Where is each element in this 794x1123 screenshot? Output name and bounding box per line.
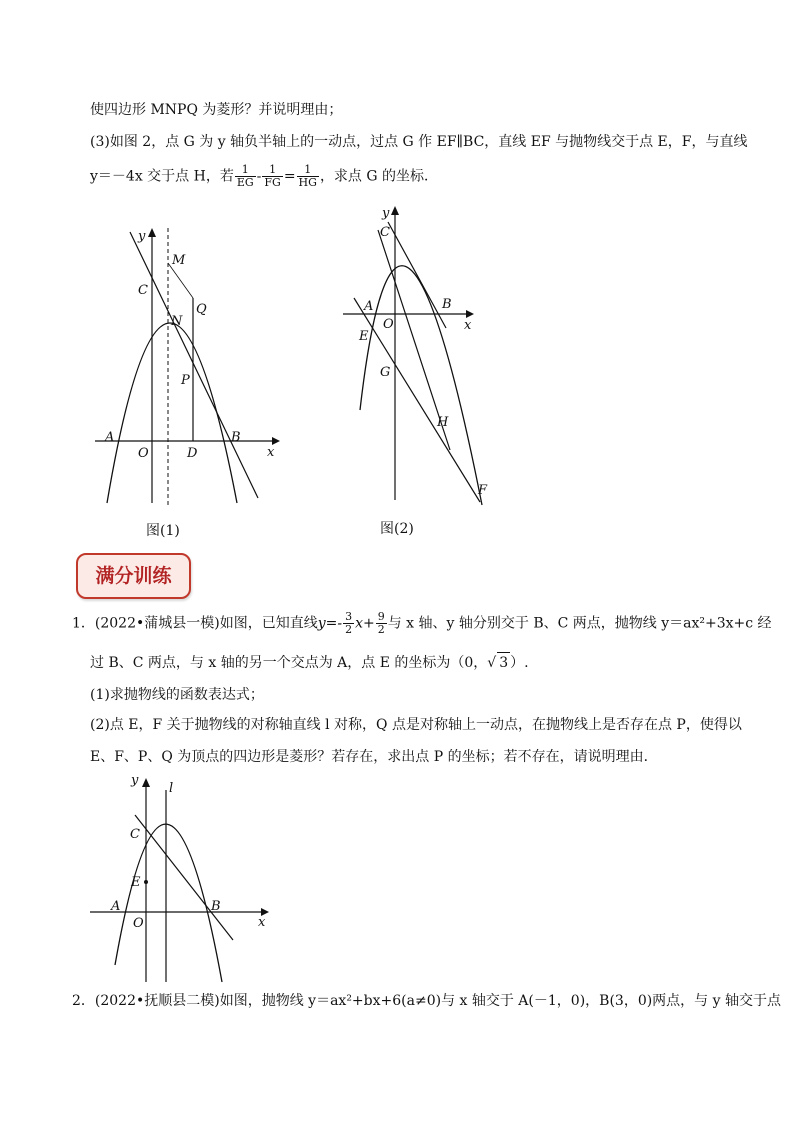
badge-label: 满分训练 [95,565,172,587]
fig3-label-a: A [111,899,121,914]
fig3-y-arrow [142,778,150,787]
q-prev-line-1: 使四边形 MNPQ 为菱形？并说明理由； [90,102,343,118]
p1-line-1-prefix: 1．(2022•蒲城县一模)如图，已知直线 [72,615,318,632]
fig1-label-b: B [231,430,241,445]
fig1-label-c: C [138,283,148,298]
minus-sign: - [256,168,262,185]
p1-line-4: (2)点 E，F 关于抛物线的对称轴直线 l 对称，Q 点是对称轴上一动点，在抛物线上是否存在点 P，使得以 [90,717,742,733]
fig2-label-x: x [464,318,472,333]
fig2-line-ef [354,298,480,502]
p1-line-2: 过 B、C 两点，与 x 轴的另一个交点为 A，点 E 的坐标为（0，√ 3 ）. [90,652,529,673]
fig1-label-o: O [138,446,149,461]
fig1-label-n: N [171,314,183,329]
fig1-label-d: D [187,446,198,461]
fig2-label-a: A [364,299,374,314]
sqrt-3: 3 [497,652,510,673]
fig2-caption: 图(2) [380,521,414,537]
fig1-label-m: M [172,253,186,268]
fig3-label-y: y [131,773,139,788]
fig1-label-p: P [181,373,190,388]
figure-1 [90,220,290,520]
q-prev-line-3-suffix: ，求点 G 的坐标． [319,168,439,185]
fig1-label-q: Q [196,302,207,317]
fig3-label-c: C [130,827,140,842]
p1-line-eq-start: y=- [317,615,343,632]
figure-2 [340,200,500,510]
fig2-label-c: C [380,225,390,240]
figure-3 [85,770,275,985]
fig2-label-o: O [383,317,394,332]
p1-line-5: E、F、P、Q 为顶点的四边形是菱形？若存在，求出点 P 的坐标；若不存在，请说明理由． [90,749,658,765]
fig2-y-arrow [391,206,399,215]
fig2-label-f: F [478,483,488,498]
fraction-1-fg: $\frac{1}{FG}$ [264,163,281,189]
fig3-label-x: x [258,915,266,930]
fig2-label-h: H [437,415,449,430]
fig2-x-arrow [466,310,474,318]
fig1-y-arrow [148,228,156,237]
fig3-label-b: B [211,899,221,914]
full-marks-training-badge [76,553,191,599]
fig1-label-a: A [105,430,115,445]
fig3-label-l: l [169,781,174,796]
fig2-label-b: B [442,297,452,312]
p1-line-1-suffix: 与 x 轴、y 轴分别交于 B、C 两点，抛物线 y＝ax²+3x+c 经 [387,615,772,632]
fig1-segment-mq [168,263,193,298]
fig3-label-e: E [131,875,141,890]
fig3-line-bc [135,815,233,940]
fig1-label-y: y [138,229,146,244]
fig2-label-e: E [359,329,369,344]
equals-sign: = [283,168,296,185]
fig1-label-x: x [267,445,275,460]
p1-line-2-prefix: 过 B、C 两点，与 x 轴的另一个交点为 A，点 E 的坐标为（0， [90,655,488,671]
fraction-3-2: $\frac{3}{2}$ [345,610,353,636]
p1-line-2-suffix: ）. [510,655,529,671]
p1-line-3: (1)求抛物线的函数表达式； [90,687,264,703]
fig1-caption: 图(1) [146,523,180,539]
p1-line-eq-mid: x+ [355,615,375,632]
fig1-x-arrow [272,437,280,445]
q-prev-line-2: (3)如图 2，点 G 为 y 轴负半轴上的一动点，过点 G 作 EF∥BC，直线 EF 与抛物线交于点 E，F，与直线 [90,134,748,150]
fraction-9-2: $\frac{9}{2}$ [377,610,385,636]
q-prev-line-3 [90,164,438,189]
fig3-label-o: O [133,916,144,931]
fig3-parabola [115,824,222,982]
fig3-point-e [144,880,148,884]
fig2-parabola [360,266,482,505]
p1-line-1 [72,611,772,636]
fig2-label-y: y [382,206,390,221]
fig2-line-bc [388,222,446,328]
fraction-1-hg: $\frac{1}{HG}$ [298,163,317,189]
p2-line-1: 2．(2022•抚顺县二模)如图，抛物线 y＝ax²+bx+6(a≠0)与 x 轴交于 A(－1，0)，B(3，0)两点，与 y 轴交于点 [72,993,781,1009]
fig2-label-g: G [380,365,391,380]
q-prev-line-3-prefix: y＝－4x 交于点 H，若 [90,168,234,185]
fraction-1-eg: $\frac{1}{EG}$ [236,163,254,189]
